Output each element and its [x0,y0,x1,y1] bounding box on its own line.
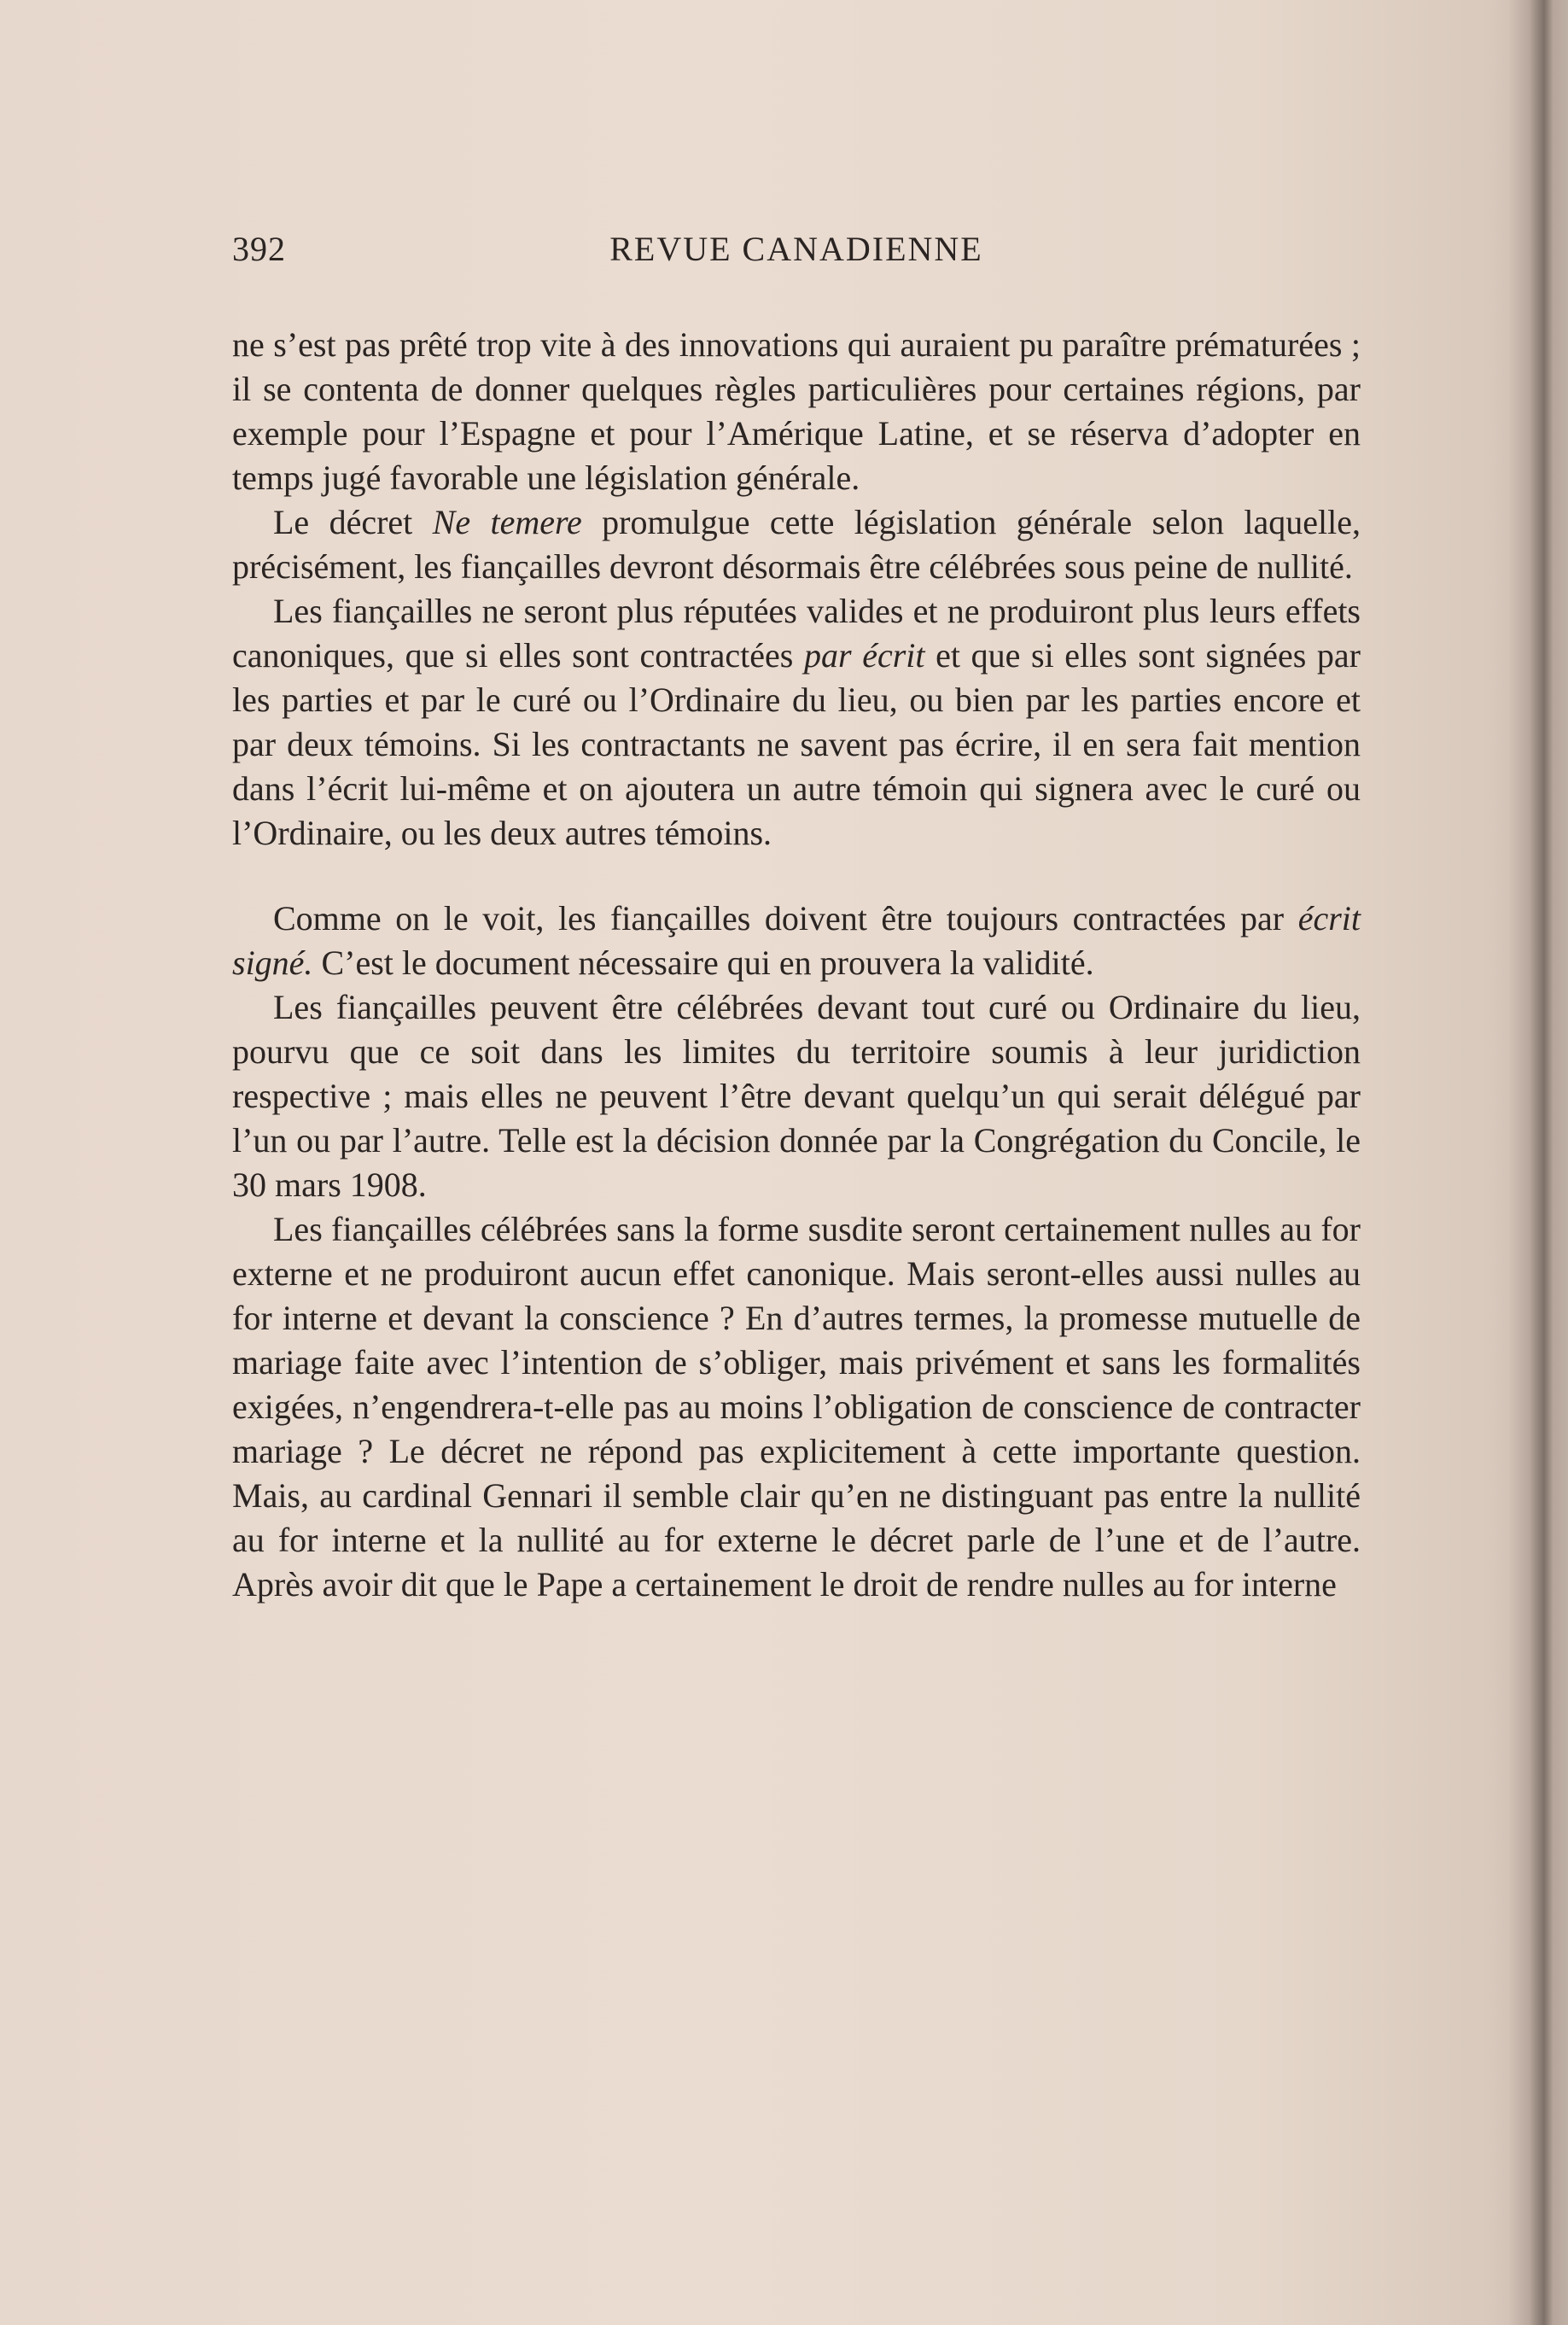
paragraph-2-part-2: promulgue cette législation générale selon laquelle, précisément, les fiançailles devront désormais être célébrées sous peine de nullité. [232,503,1361,586]
page-number: 392 [232,230,286,268]
binding-shadow [1508,0,1568,2325]
paragraph-4 [232,897,1361,985]
paragraph-2-part-1: Le décret [273,503,433,541]
paragraph-5: Les fiançailles peuvent être célébrées devant tout curé ou Ordinaire du lieu, pourvu que ce soit dans les limites du territoire soumis à leur juridiction respective ; mais elles ne peuvent l’être devant quelqu’un qui serait délégué par l’un ou par l’autre. Telle est la décision donnée par la Congrégation du Concile, le 30 mars 1908. [232,988,1361,1204]
paragraph-3 [232,589,1361,856]
page-header [232,229,1361,280]
paragraph-3-part-1: Les fiançailles ne seront plus réputées valides et ne produiront plus leurs effets canoniques, que si elles sont contractées [232,592,1361,675]
paragraph-2-italic: Ne temere [432,503,582,541]
paragraph-4-part-1: Comme on le voit, les fiançailles doivent être toujours contractées par [273,899,1298,938]
paragraph-1: ne s’est pas prêté trop vite à des innovations qui auraient pu paraître prématurées ; il se contenta de donner quelques règles particulières pour certaines régions, par exemple pour l’Espagne et pour l’Amérique Latine, et se réserva d’adopter en temps jugé favorable une législation générale. [232,325,1361,497]
paragraph-6: Les fiançailles célébrées sans la forme susdite seront certainement nulles au for externe et ne produiront aucun effet canonique. Mais seront-elles aussi nulles au for interne et devant la conscience ? En d’autres termes, la promesse mutuelle de mariage faite avec l’intention de s’obliger, mais privément et sans les formalités exigées, n’engendrera-t-elle pas au moins l’obligation de conscience de contracter mariage ? Le décret ne répond pas explicitement à cette importante question. Mais, au cardinal Gennari il semble clair qu’en ne distinguant pas entre la nullité au for interne et la nullité au for externe le décret parle de l’une et de l’autre. Après avoir dit que le Pape a certainement le droit de rendre nulles au for interne [232,1210,1361,1604]
paragraph-3-italic: par écrit [804,636,925,675]
paragraph-4-italic: écrit signé. [232,899,1361,982]
paragraph-4-part-2: C’est le document nécessaire qui en prouvera la validité. [312,943,1094,982]
paragraph-3-part-2: et que si elles sont signées par les parties et par le curé ou l’Ordinaire du lieu, ou bien par les parties encore et par deux témoins. Si les contractants ne savent pas écrire, il en sera fait mention dans l’écrit lui-même et on ajoutera un autre témoin qui signera avec le curé ou l’Ordinaire, ou les deux autres témoins. [232,636,1361,852]
body-text [232,323,1361,1607]
running-title: REVUE CANADIENNE [609,230,983,268]
paragraph-2 [232,500,1361,589]
